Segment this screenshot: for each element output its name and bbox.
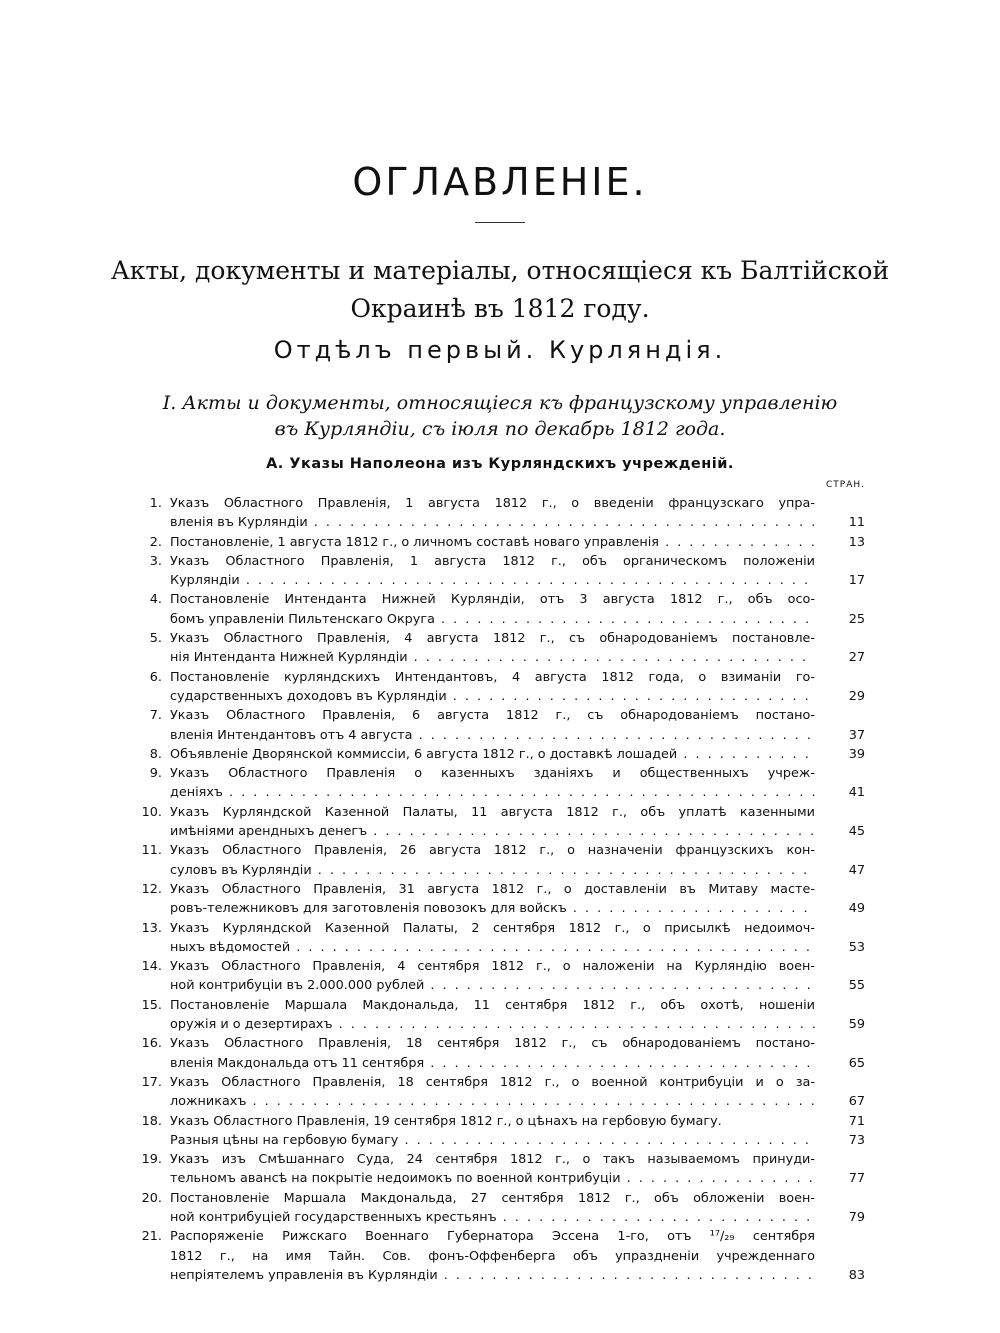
toc-entry-line <box>130 938 865 957</box>
toc-entry-text: Постановленіе курляндскихъ Интендантовъ, 4 августа 1812 года, о взиманіи го- <box>170 669 815 685</box>
toc-entry-page: 45 <box>848 824 865 840</box>
toc-entry-line <box>130 1247 865 1266</box>
toc-entry-text: Указъ Областного Правленія, 26 августа 1812 г., о назначеніи французскихъ кон- <box>170 843 815 859</box>
toc-entry <box>130 590 865 629</box>
toc-entry-page: 11 <box>848 515 865 531</box>
toc-entry-page: 73 <box>848 1132 865 1148</box>
toc-entry <box>130 1112 865 1151</box>
toc-entry-page: 41 <box>848 785 865 801</box>
toc-entry-line <box>130 629 865 648</box>
toc-entry-number: 3. <box>149 553 162 569</box>
toc-entry-number: 19. <box>141 1152 162 1168</box>
toc-entry-page: 55 <box>848 978 865 994</box>
toc-entry-line <box>130 880 865 899</box>
toc-entry-line <box>130 1092 865 1111</box>
toc-entry <box>130 880 865 919</box>
toc-entry-line <box>130 1054 865 1073</box>
toc-entry-line <box>130 687 865 706</box>
toc-entry-text: Распоряженіе Рижскаго Военнаго Губернатора Эссена 1-го, отъ ¹⁷/₂₉ сентября <box>170 1229 815 1245</box>
toc-entry-text: ной контрибуціи въ 2.000.000 рублей . . . <box>170 976 815 995</box>
toc-entry-line <box>130 861 865 880</box>
toc-entry-text: Указъ Областного Правленія, 1 августа 1812 г., о введеніи французскаго упра- <box>170 496 815 511</box>
toc-entry-line <box>130 610 865 629</box>
toc-entry <box>130 668 865 707</box>
toc-entry-line <box>130 783 865 802</box>
toc-entry <box>130 1227 865 1285</box>
toc-entry-line <box>130 1073 865 1092</box>
toc-entry-number: 18. <box>141 1113 162 1129</box>
toc-entry-page: 17 <box>848 573 865 589</box>
toc-entry-number: 16. <box>141 1036 162 1052</box>
toc-entry-number: 2. <box>149 534 162 550</box>
toc-entry <box>130 706 865 745</box>
toc-entry-text: 1812 г., на имя Тайн. Сов. фонъ-Оффенберга объ упраздненіи учрежденнаго <box>170 1248 815 1264</box>
toc-entry-line <box>130 841 865 860</box>
toc-entry-text: Разныя цѣны на гербовую бумагу . . . <box>170 1131 815 1150</box>
toc-entry-number: 1. <box>149 496 162 511</box>
toc-entry-text: Указъ Курляндской Казенной Палаты, 11 августа 1812 г., объ уплатѣ казенными <box>170 804 815 820</box>
toc-entry-page: 13 <box>848 534 865 550</box>
toc-entry-number: 15. <box>141 997 162 1013</box>
toc-entry-text: Постановленіе Интенданта Нижней Курляндіи, отъ 3 августа 1812 г., объ осо- <box>170 592 815 608</box>
toc-entry-page: 65 <box>848 1055 865 1071</box>
toc-entry <box>130 764 865 803</box>
toc-entry-line <box>130 957 865 976</box>
toc-entry-text: Указъ Областного Правленія, 6 августа 1812 г., съ обнародованіемъ постано- <box>170 708 815 724</box>
toc-entry-text: вленія Интендантовъ отъ 4 августа . . . <box>170 726 815 745</box>
toc-entry-page: 39 <box>848 746 865 762</box>
toc-entry-line <box>130 1169 865 1188</box>
toc-entry-line <box>130 919 865 938</box>
toc-entry-text: тельномъ авансѣ на покрытіе недоимокъ по военной контрибуціи . . . <box>170 1169 815 1188</box>
toc-entry-text: Указъ Областного Правленія о казенныхъ зданіяхъ и общественныхъ учреж- <box>170 766 815 782</box>
toc-entry <box>130 552 865 591</box>
page-title: ОГЛАВЛЕНІЕ. <box>352 160 648 204</box>
table-of-contents <box>130 494 865 1285</box>
toc-entry-number: 10. <box>141 804 162 820</box>
toc-entry-line <box>130 1034 865 1053</box>
toc-entry-number: 9. <box>149 766 162 782</box>
toc-entry <box>130 1189 865 1228</box>
toc-entry-line <box>130 1131 865 1150</box>
toc-entry-page: 53 <box>848 939 865 955</box>
toc-entry-text: сударственныхъ доходовъ въ Курляндіи . . . <box>170 687 815 706</box>
toc-entry-text: ныхъ вѣдомостей . . . <box>170 938 815 957</box>
toc-entry-number: 17. <box>141 1074 162 1090</box>
toc-entry-text: суловъ въ Курляндіи . . . <box>170 861 815 880</box>
toc-entry-number: 13. <box>141 920 162 936</box>
toc-entry <box>130 1034 865 1073</box>
toc-entry <box>130 803 865 842</box>
toc-entry-page: 49 <box>848 901 865 917</box>
toc-entry-text: Указъ Областного Правленія, 19 сентября 1812 г., о цѣнахъ на гербовую бумагу. <box>170 1113 722 1129</box>
toc-entry-line <box>130 1150 865 1169</box>
toc-entry-line <box>130 726 865 745</box>
group-heading: А. Указы Наполеона изъ Курляндскихъ учрежденій. <box>266 456 734 472</box>
toc-entry-line <box>130 571 865 590</box>
toc-entry-number: 20. <box>141 1190 162 1206</box>
toc-entry <box>130 494 865 533</box>
toc-entry-line <box>130 996 865 1015</box>
toc-entry-number: 4. <box>149 592 162 608</box>
toc-entry-text: вленія въ Курляндіи . . . <box>170 513 815 532</box>
toc-entry-line <box>130 494 865 513</box>
toc-entry-line <box>130 745 865 764</box>
toc-entry <box>130 996 865 1035</box>
toc-entry-number: 8. <box>149 746 162 762</box>
toc-entry-text: Постановленіе Маршала Макдональда, 27 сентября 1812 г., объ обложеніи воен- <box>170 1190 815 1206</box>
toc-entry-line <box>130 648 865 667</box>
toc-entry-number: 21. <box>141 1229 162 1245</box>
toc-entry-number: 6. <box>149 669 162 685</box>
toc-entry-page: 79 <box>848 1209 865 1225</box>
toc-entry-page: 77 <box>848 1171 865 1187</box>
toc-entry-line <box>130 976 865 995</box>
toc-entry-page: 25 <box>848 611 865 627</box>
toc-entry-line <box>130 1015 865 1034</box>
toc-entry-text: Указъ Областного Правленія, 4 сентября 1812 г., о наложеніи на Курляндію воен- <box>170 959 815 975</box>
toc-entry-number: 11. <box>141 843 162 859</box>
toc-entry-page: 71 <box>848 1113 865 1129</box>
toc-entry <box>130 533 865 552</box>
toc-entry-line <box>130 1227 865 1246</box>
toc-entry <box>130 957 865 996</box>
toc-entry-line <box>130 552 865 571</box>
toc-entry-page: 67 <box>848 1094 865 1110</box>
toc-entry-text: непріятелемъ управленія въ Курляндіи . . . <box>170 1266 815 1285</box>
part-heading: I. Акты и документы, относящіеся къ французскому управленію въ Курляндіи, съ іюля по декабрь 1812 года. <box>162 392 838 440</box>
toc-entry-text: ложникахъ . . . <box>170 1092 815 1111</box>
volume-subtitle: Акты, документы и матеріалы, относящіеся къ Балтійской Окраинѣ въ 1812 году. <box>110 256 890 323</box>
toc-entry-line <box>130 590 865 609</box>
toc-entry-line <box>130 706 865 725</box>
title-divider <box>475 222 525 223</box>
toc-entry-text: вленія Макдональда отъ 11 сентября . . . <box>170 1054 815 1073</box>
toc-entry-text: Указъ Областного Правленія, 31 августа 1812 г., о доставленіи въ Митаву масте- <box>170 881 815 897</box>
toc-entry-line <box>130 533 865 552</box>
toc-entry-line <box>130 1112 865 1131</box>
toc-entry-text: бомъ управленіи Пильтенскаго Округа . . . <box>170 610 815 629</box>
toc-entry <box>130 1150 865 1189</box>
toc-entry <box>130 1073 865 1112</box>
toc-entry-text: Указъ Курляндской Казенной Палаты, 2 сентября 1812 г., о присылкѣ недоимоч- <box>170 920 815 936</box>
toc-entry-number: 5. <box>149 631 162 647</box>
toc-entry-page: 37 <box>848 727 865 743</box>
toc-entry <box>130 745 865 764</box>
section-heading: Отдѣлъ первый. Курляндія. <box>273 336 727 364</box>
toc-entry-text: Указъ Областного Правленія, 18 сентября 1812 г., о военной контрибуціи и о за- <box>170 1074 815 1090</box>
toc-entry-number: 12. <box>141 881 162 897</box>
toc-entry-text: Постановленіе, 1 августа 1812 г., о личномъ составѣ новаго управленія . . . <box>170 533 815 552</box>
toc-entry-text: Указъ Областного Правленія, 4 августа 1812 г., съ обнародованіемъ постановле- <box>170 631 815 647</box>
toc-entry-page: 29 <box>848 688 865 704</box>
toc-entry-line <box>130 803 865 822</box>
toc-entry-number: 7. <box>149 708 162 724</box>
toc-entry-text: ровъ-тележниковъ для заготовленія повозокъ для войскъ . . . <box>170 899 815 918</box>
toc-entry-text: нія Интенданта Нижней Курляндіи . . . <box>170 648 815 667</box>
toc-entry-text: имѣніями арендныхъ денегъ . . . <box>170 822 815 841</box>
toc-entry-line <box>130 513 865 532</box>
toc-entry-number: 14. <box>141 959 162 975</box>
toc-entry-text: Указъ Областного Правленія, 1 августа 1812 г., объ органическомъ положеніи <box>170 553 815 569</box>
toc-entry-page: 47 <box>848 862 865 878</box>
toc-entry-page: 83 <box>848 1267 865 1283</box>
toc-entry-text: Указъ Областного Правленія, 18 сентября 1812 г., съ обнародованіемъ постано- <box>170 1036 815 1052</box>
toc-entry-text: Курляндіи . . . <box>170 571 815 590</box>
toc-entry <box>130 919 865 958</box>
toc-entry-text: Постановленіе Маршала Макдональда, 11 сентября 1812 г., объ охотѣ, ношеніи <box>170 997 815 1013</box>
toc-entry <box>130 841 865 880</box>
toc-entry-line <box>130 1266 865 1285</box>
toc-entry-text: ной контрибуціей государственныхъ крестьянъ . . . <box>170 1208 815 1227</box>
page-column-heading: СТРАН. <box>826 480 865 490</box>
toc-entry-line <box>130 1208 865 1227</box>
toc-entry-page: 59 <box>848 1017 865 1033</box>
toc-entry-text: деніяхъ . . . <box>170 783 815 802</box>
toc-entry-text: оружія и о дезертирахъ . . . <box>170 1015 815 1034</box>
toc-entry-text: Объявленіе Дворянской коммиссіи, 6 августа 1812 г., о доставкѣ лошадей . . . <box>170 745 815 764</box>
toc-entry <box>130 629 865 668</box>
toc-entry-line <box>130 764 865 783</box>
toc-entry-line <box>130 668 865 687</box>
toc-entry-line <box>130 822 865 841</box>
toc-entry-text: Указъ изъ Смѣшаннаго Суда, 24 сентября 1812 г., о такъ называемомъ принуди- <box>170 1152 815 1168</box>
toc-entry-line <box>130 899 865 918</box>
toc-entry-line <box>130 1189 865 1208</box>
toc-entry-page: 27 <box>848 650 865 666</box>
